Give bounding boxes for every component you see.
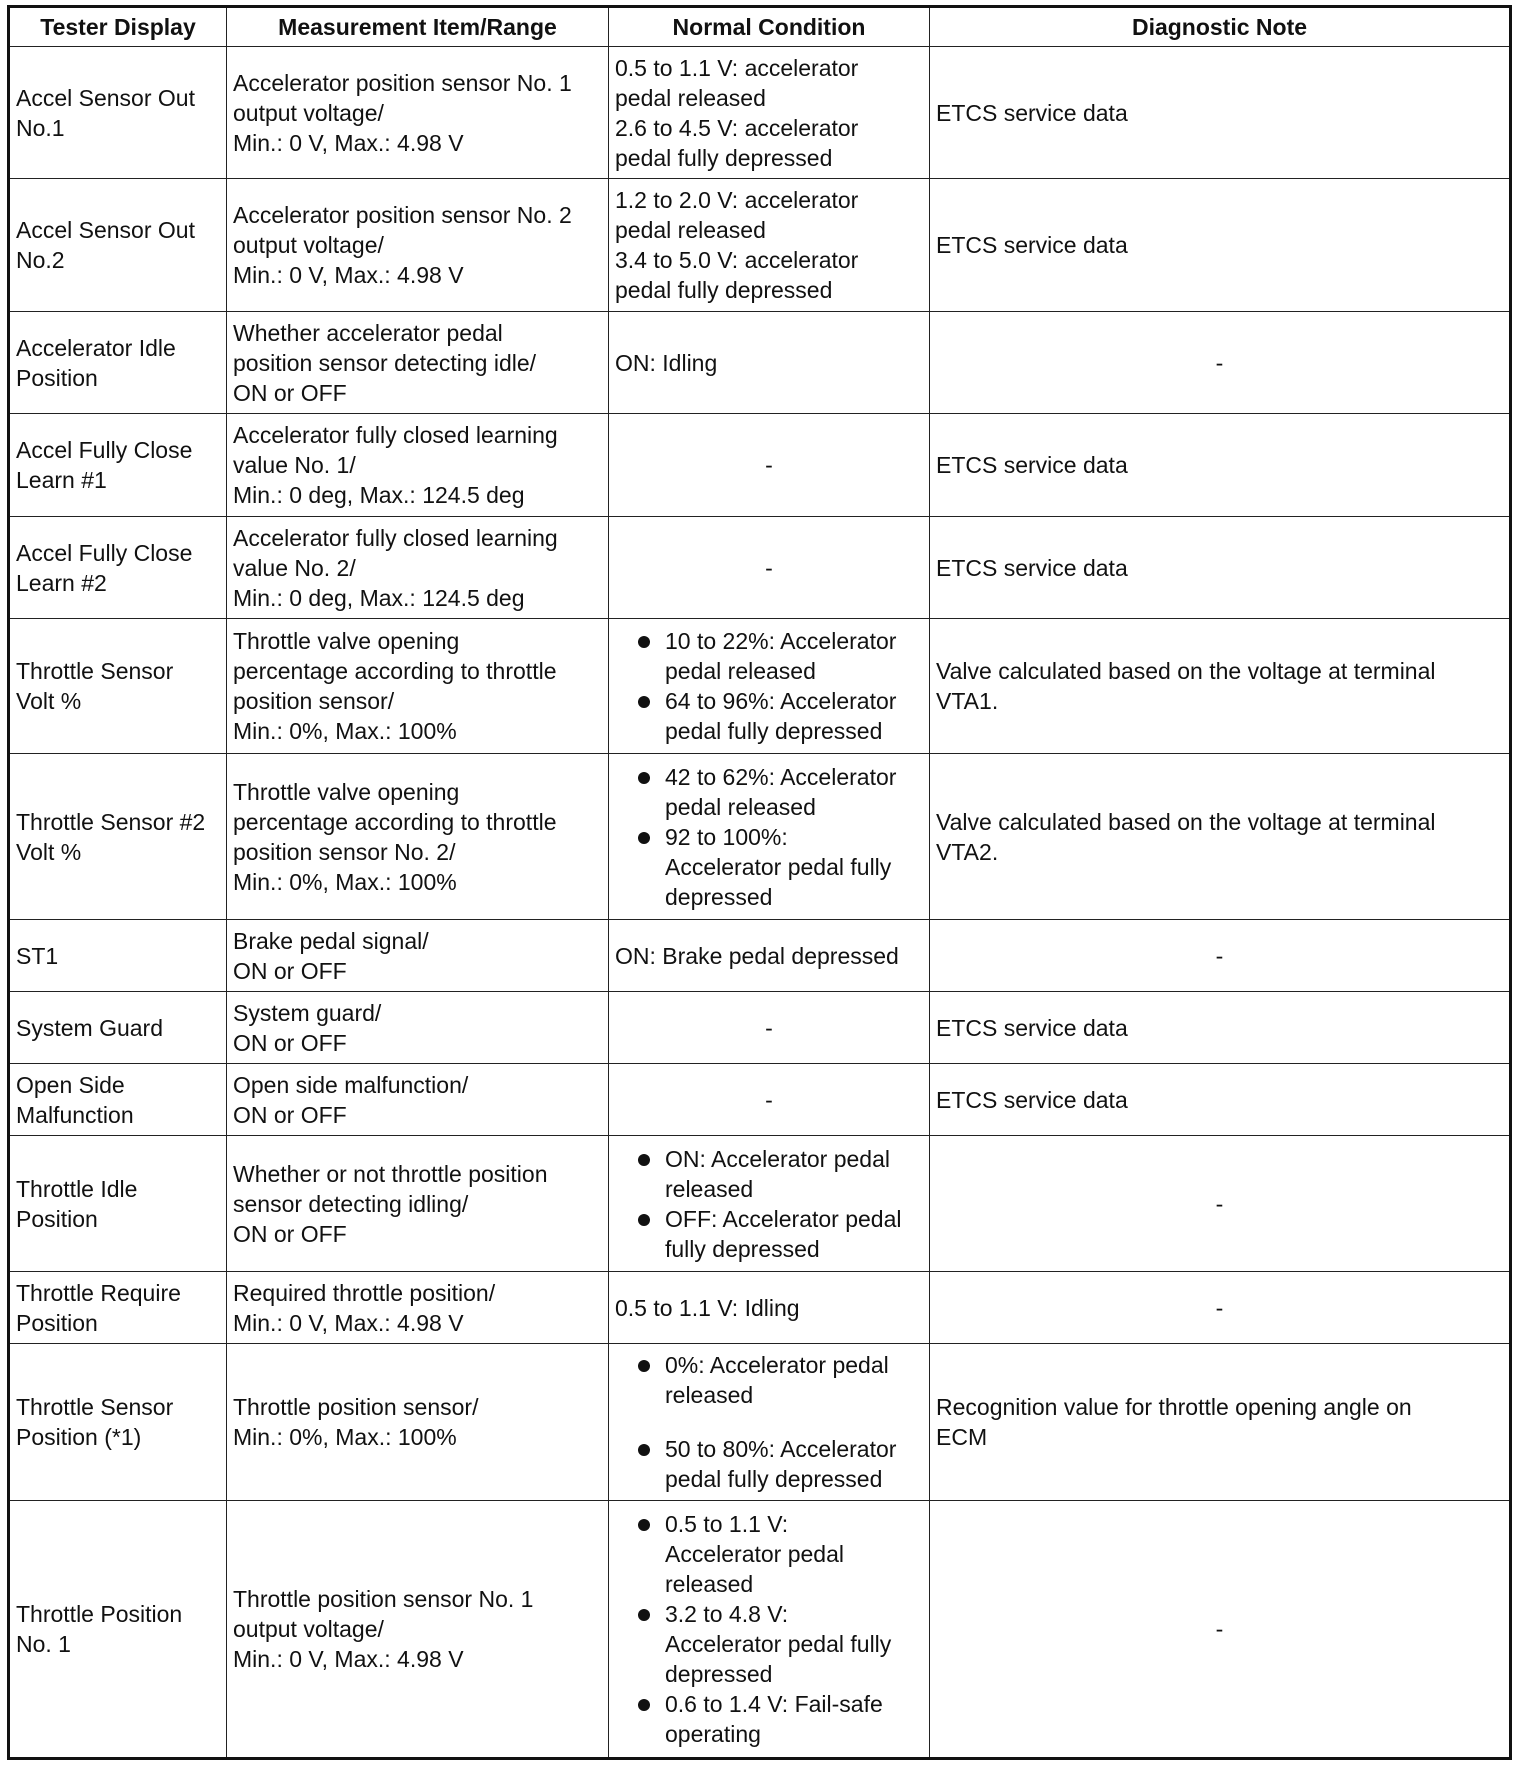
measurement-cell: Whether accelerator pedal position sensor detecting idle/ ON or OFF xyxy=(227,312,609,414)
tester-display-cell: Throttle Sensor Position (*1) xyxy=(9,1344,227,1501)
table-row xyxy=(9,312,1511,414)
measurement-cell: Accelerator fully closed learning value No. 2/ Min.: 0 deg, Max.: 124.5 deg xyxy=(227,517,609,619)
list-item: ON: Accelerator pedal released xyxy=(615,1144,923,1204)
normal-condition-cell xyxy=(609,1136,930,1272)
normal-condition-cell xyxy=(609,1344,930,1501)
table-row xyxy=(9,414,1511,517)
normal-condition-cell: - xyxy=(609,1064,930,1136)
table-row xyxy=(9,920,1511,992)
list-item: 42 to 62%: Accelerator pedal released xyxy=(615,762,923,822)
diagnostic-note-cell: Recognition value for throttle opening angle on ECM xyxy=(930,1344,1511,1501)
measurement-cell: System guard/ ON or OFF xyxy=(227,992,609,1064)
tester-display-cell: Accel Fully Close Learn #1 xyxy=(9,414,227,517)
normal-condition-cell: ON: Idling xyxy=(609,312,930,414)
table-row xyxy=(9,1064,1511,1136)
table-row xyxy=(9,1501,1511,1759)
diagnostic-note-cell: ETCS service data xyxy=(930,179,1511,312)
diagnostic-note-cell: - xyxy=(930,312,1511,414)
tester-display-cell: Accel Sensor Out No.2 xyxy=(9,179,227,312)
diagnostic-note-cell: - xyxy=(930,920,1511,992)
table-row xyxy=(9,517,1511,619)
list-item: 3.2 to 4.8 V: Accelerator pedal fully depressed xyxy=(615,1599,923,1689)
tester-display-cell: Throttle Position No. 1 xyxy=(9,1501,227,1759)
list-item: 50 to 80%: Accelerator pedal fully depressed xyxy=(615,1434,923,1494)
list-item: 0%: Accelerator pedal released xyxy=(615,1350,923,1410)
normal-condition-cell xyxy=(609,754,930,920)
tester-display-cell: Accel Fully Close Learn #2 xyxy=(9,517,227,619)
header-diagnostic-note: Diagnostic Note xyxy=(930,7,1511,47)
tester-display-cell: Accel Sensor Out No.1 xyxy=(9,47,227,179)
table-row xyxy=(9,179,1511,312)
table-row xyxy=(9,47,1511,179)
tester-display-cell: Throttle Sensor Volt % xyxy=(9,619,227,754)
tester-display-cell: Open Side Malfunction xyxy=(9,1064,227,1136)
diagnostic-note-cell: Valve calculated based on the voltage at terminal VTA2. xyxy=(930,754,1511,920)
diagnostic-note-cell: Valve calculated based on the voltage at terminal VTA1. xyxy=(930,619,1511,754)
list-item: 92 to 100%: Accelerator pedal fully depressed xyxy=(615,822,923,912)
measurement-cell: Throttle valve opening percentage according to throttle position sensor/ Min.: 0%, Max.: 100% xyxy=(227,619,609,754)
measurement-cell: Open side malfunction/ ON or OFF xyxy=(227,1064,609,1136)
list-item: 10 to 22%: Accelerator pedal released xyxy=(615,626,923,686)
tester-display-cell: Throttle Require Position xyxy=(9,1272,227,1344)
normal-condition-cell: - xyxy=(609,992,930,1064)
table-row xyxy=(9,1272,1511,1344)
normal-condition-cell: ON: Brake pedal depressed xyxy=(609,920,930,992)
normal-condition-cell: 0.5 to 1.1 V: Idling xyxy=(609,1272,930,1344)
normal-condition-cell xyxy=(609,1501,930,1759)
measurement-cell: Brake pedal signal/ ON or OFF xyxy=(227,920,609,992)
tester-display-cell: System Guard xyxy=(9,992,227,1064)
normal-condition-cell: 0.5 to 1.1 V: accelerator pedal released 2.6 to 4.5 V: accelerator pedal fully depressed xyxy=(609,47,930,179)
list-item: OFF: Accelerator pedal fully depressed xyxy=(615,1204,923,1264)
diagnostic-note-cell: ETCS service data xyxy=(930,1064,1511,1136)
table-row xyxy=(9,1344,1511,1501)
list-item: 0.6 to 1.4 V: Fail-safe operating xyxy=(615,1689,923,1749)
measurement-cell: Whether or not throttle position sensor detecting idling/ ON or OFF xyxy=(227,1136,609,1272)
diagnostic-note-cell: - xyxy=(930,1272,1511,1344)
table-row xyxy=(9,1136,1511,1272)
list-item: 0.5 to 1.1 V: Accelerator pedal released xyxy=(615,1509,923,1599)
diagnostic-note-cell: - xyxy=(930,1136,1511,1272)
tester-display-cell: Throttle Sensor #2 Volt % xyxy=(9,754,227,920)
diagnostic-note-cell: ETCS service data xyxy=(930,517,1511,619)
diagnostic-note-cell: ETCS service data xyxy=(930,414,1511,517)
table-row xyxy=(9,619,1511,754)
header-measurement-item: Measurement Item/Range xyxy=(227,7,609,47)
tester-display-cell: Throttle Idle Position xyxy=(9,1136,227,1272)
table-row xyxy=(9,992,1511,1064)
measurement-cell: Throttle position sensor/ Min.: 0%, Max.: 100% xyxy=(227,1344,609,1501)
header-tester-display: Tester Display xyxy=(9,7,227,47)
measurement-cell: Accelerator position sensor No. 2 output voltage/ Min.: 0 V, Max.: 4.98 V xyxy=(227,179,609,312)
measurement-cell: Accelerator position sensor No. 1 output voltage/ Min.: 0 V, Max.: 4.98 V xyxy=(227,47,609,179)
data-list-table xyxy=(7,5,1512,1760)
diagnostic-note-cell: ETCS service data xyxy=(930,992,1511,1064)
normal-condition-cell xyxy=(609,619,930,754)
normal-condition-cell: - xyxy=(609,414,930,517)
normal-condition-cell: 1.2 to 2.0 V: accelerator pedal released 3.4 to 5.0 V: accelerator pedal fully depressed xyxy=(609,179,930,312)
header-normal-condition: Normal Condition xyxy=(609,7,930,47)
list-item: 64 to 96%: Accelerator pedal fully depressed xyxy=(615,686,923,746)
measurement-cell: Required throttle position/ Min.: 0 V, Max.: 4.98 V xyxy=(227,1272,609,1344)
measurement-cell: Throttle valve opening percentage according to throttle position sensor No. 2/ Min.: 0%, Max.: 100% xyxy=(227,754,609,920)
diagnostic-note-cell: ETCS service data xyxy=(930,47,1511,179)
tester-display-cell: ST1 xyxy=(9,920,227,992)
table-row xyxy=(9,754,1511,920)
header-row xyxy=(9,7,1511,47)
tester-display-cell: Accelerator Idle Position xyxy=(9,312,227,414)
measurement-cell: Throttle position sensor No. 1 output voltage/ Min.: 0 V, Max.: 4.98 V xyxy=(227,1501,609,1759)
measurement-cell: Accelerator fully closed learning value No. 1/ Min.: 0 deg, Max.: 124.5 deg xyxy=(227,414,609,517)
normal-condition-cell: - xyxy=(609,517,930,619)
diagnostic-note-cell: - xyxy=(930,1501,1511,1759)
